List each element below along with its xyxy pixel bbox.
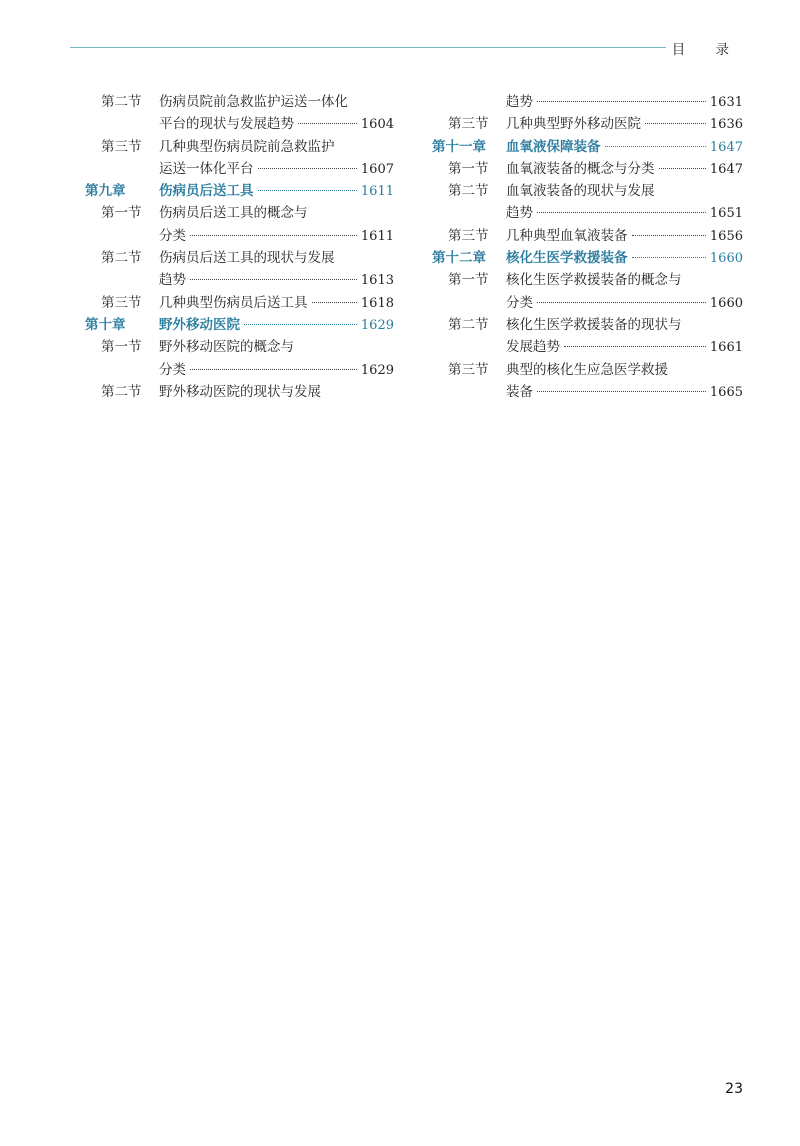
- toc-entry[interactable]: [432, 314, 743, 336]
- entry-title: 几种典型伤病员后送工具: [159, 294, 308, 311]
- page-number: 1660: [709, 251, 743, 267]
- dot-leader: [645, 123, 706, 124]
- page-folio: 23: [725, 1081, 743, 1097]
- dot-leader: [258, 190, 357, 191]
- page-number: 1604: [360, 117, 394, 133]
- toc-column-left: [85, 91, 394, 403]
- page-number: 1647: [709, 139, 743, 155]
- entry-title: 核化生医学救援装备的现状与: [506, 316, 682, 333]
- page-number: 1613: [360, 273, 394, 289]
- toc-entry[interactable]: [85, 202, 394, 224]
- dot-leader: [537, 212, 706, 213]
- dot-leader: [298, 123, 357, 124]
- toc-entry-continuation[interactable]: [85, 269, 394, 291]
- entry-title: 伤病员后送工具的概念与: [159, 205, 308, 222]
- chapter-title: 核化生医学救援装备: [506, 250, 628, 267]
- dot-leader: [244, 324, 357, 325]
- entry-title: 血氧液装备的概念与分类: [506, 160, 655, 177]
- page-number: 1636: [709, 117, 743, 133]
- dot-leader: [190, 369, 357, 370]
- dot-leader: [258, 168, 357, 169]
- page-number: 1660: [709, 295, 743, 311]
- toc-entry[interactable]: [85, 247, 394, 269]
- page-number: 1651: [709, 206, 743, 222]
- toc-chapter-entry[interactable]: [432, 136, 743, 158]
- dot-leader: [659, 168, 706, 169]
- dot-leader: [312, 302, 357, 303]
- entry-title: 分类: [159, 361, 186, 378]
- dot-leader: [537, 391, 706, 392]
- page-number: 1611: [360, 184, 394, 200]
- toc-entry[interactable]: [432, 359, 743, 381]
- chapter-title: 野外移动医院: [159, 316, 240, 333]
- chapter-title: 血氧液保障装备: [506, 138, 601, 155]
- entry-title: 几种典型血氧液装备: [506, 227, 628, 244]
- page-number: 1665: [709, 384, 743, 400]
- entry-title: 运送一体化平台: [159, 160, 254, 177]
- toc-entry-continuation[interactable]: [432, 292, 743, 314]
- toc-entry[interactable]: [432, 158, 743, 180]
- entry-title: 血氧液装备的现状与发展: [506, 183, 655, 200]
- entry-title: 伤病员院前急救监护运送一体化: [159, 94, 348, 110]
- entry-title: 趋势: [159, 272, 186, 289]
- entry-title: 分类: [506, 294, 533, 311]
- toc-entry[interactable]: [85, 91, 394, 113]
- dot-leader: [537, 101, 706, 102]
- entry-title: 野外移动医院的现状与发展: [159, 383, 321, 400]
- section-label: 第三节: [101, 294, 142, 311]
- section-label: 第一节: [101, 205, 142, 222]
- toc-entry[interactable]: [432, 113, 743, 135]
- section-label: 第三节: [101, 138, 142, 155]
- toc-entry[interactable]: [432, 180, 743, 202]
- dot-leader: [632, 235, 706, 236]
- entry-title: 核化生医学救援装备的概念与: [506, 272, 682, 289]
- chapter-label: 第十章: [85, 316, 126, 333]
- toc-entry-continuation[interactable]: [432, 202, 743, 224]
- page-number: 1618: [360, 295, 394, 311]
- entry-title: 趋势: [506, 205, 533, 222]
- chapter-title: 伤病员后送工具: [159, 183, 254, 200]
- section-label: 第二节: [448, 316, 489, 333]
- chapter-label: 第十一章: [432, 138, 486, 155]
- toc-entry[interactable]: [85, 292, 394, 314]
- toc-chapter-entry[interactable]: [432, 247, 743, 269]
- toc-chapter-entry[interactable]: [85, 314, 394, 336]
- section-label: 第一节: [448, 272, 489, 289]
- section-label: 第二节: [101, 250, 142, 267]
- page-number: 1607: [360, 161, 394, 177]
- toc-entry-continuation[interactable]: [85, 113, 394, 135]
- entry-title: 发展趋势: [506, 339, 560, 356]
- toc-chapter-entry[interactable]: [85, 180, 394, 202]
- toc-entry[interactable]: [85, 336, 394, 358]
- section-label: 第二节: [101, 94, 142, 110]
- entry-title: 野外移动医院的概念与: [159, 339, 294, 356]
- toc-entry-continuation[interactable]: [85, 225, 394, 247]
- section-label: 第三节: [448, 227, 489, 244]
- section-label: 第三节: [448, 116, 489, 133]
- toc-entry-continuation[interactable]: [85, 359, 394, 381]
- dot-leader: [632, 257, 706, 258]
- entry-title: 分类: [159, 227, 186, 244]
- toc-column-right: [432, 91, 743, 403]
- dot-leader: [190, 235, 357, 236]
- section-label: 第二节: [101, 383, 142, 400]
- dot-leader: [564, 346, 706, 347]
- toc-entry-continuation[interactable]: [432, 381, 743, 403]
- header-rule: [70, 47, 666, 48]
- section-label: 第一节: [101, 339, 142, 356]
- chapter-label: 第九章: [85, 183, 126, 200]
- toc-entry-continuation[interactable]: [432, 91, 743, 113]
- entry-title: 装备: [506, 383, 533, 400]
- toc-entry[interactable]: [85, 381, 394, 403]
- toc-entry[interactable]: [432, 269, 743, 291]
- dot-leader: [537, 302, 706, 303]
- page-number: 1647: [709, 161, 743, 177]
- dot-leader: [605, 146, 706, 147]
- page-number: 1661: [709, 340, 743, 356]
- toc-entry[interactable]: [85, 136, 394, 158]
- entry-title: 典型的核化生应急医学救援: [506, 361, 668, 378]
- section-label: 第一节: [448, 160, 489, 177]
- page-number: 1611: [360, 228, 394, 244]
- page-number: 1656: [709, 228, 743, 244]
- running-header-title: 目 录: [671, 42, 742, 58]
- entry-title: 几种典型伤病员院前急救监护: [159, 138, 335, 155]
- page-number: 1629: [360, 362, 394, 378]
- page-number: 1631: [709, 95, 743, 110]
- chapter-label: 第十二章: [432, 250, 486, 267]
- section-label: 第二节: [448, 183, 489, 200]
- page-number: 1629: [360, 317, 394, 333]
- toc-entry-continuation[interactable]: [85, 158, 394, 180]
- entry-title: 平台的现状与发展趋势: [159, 116, 294, 133]
- entry-title: 伤病员后送工具的现状与发展: [159, 250, 335, 267]
- entry-title: 趋势: [506, 94, 533, 110]
- dot-leader: [190, 279, 357, 280]
- entry-title: 几种典型野外移动医院: [506, 116, 641, 133]
- section-label: 第三节: [448, 361, 489, 378]
- toc-entry-continuation[interactable]: [432, 336, 743, 358]
- toc-entry[interactable]: [432, 225, 743, 247]
